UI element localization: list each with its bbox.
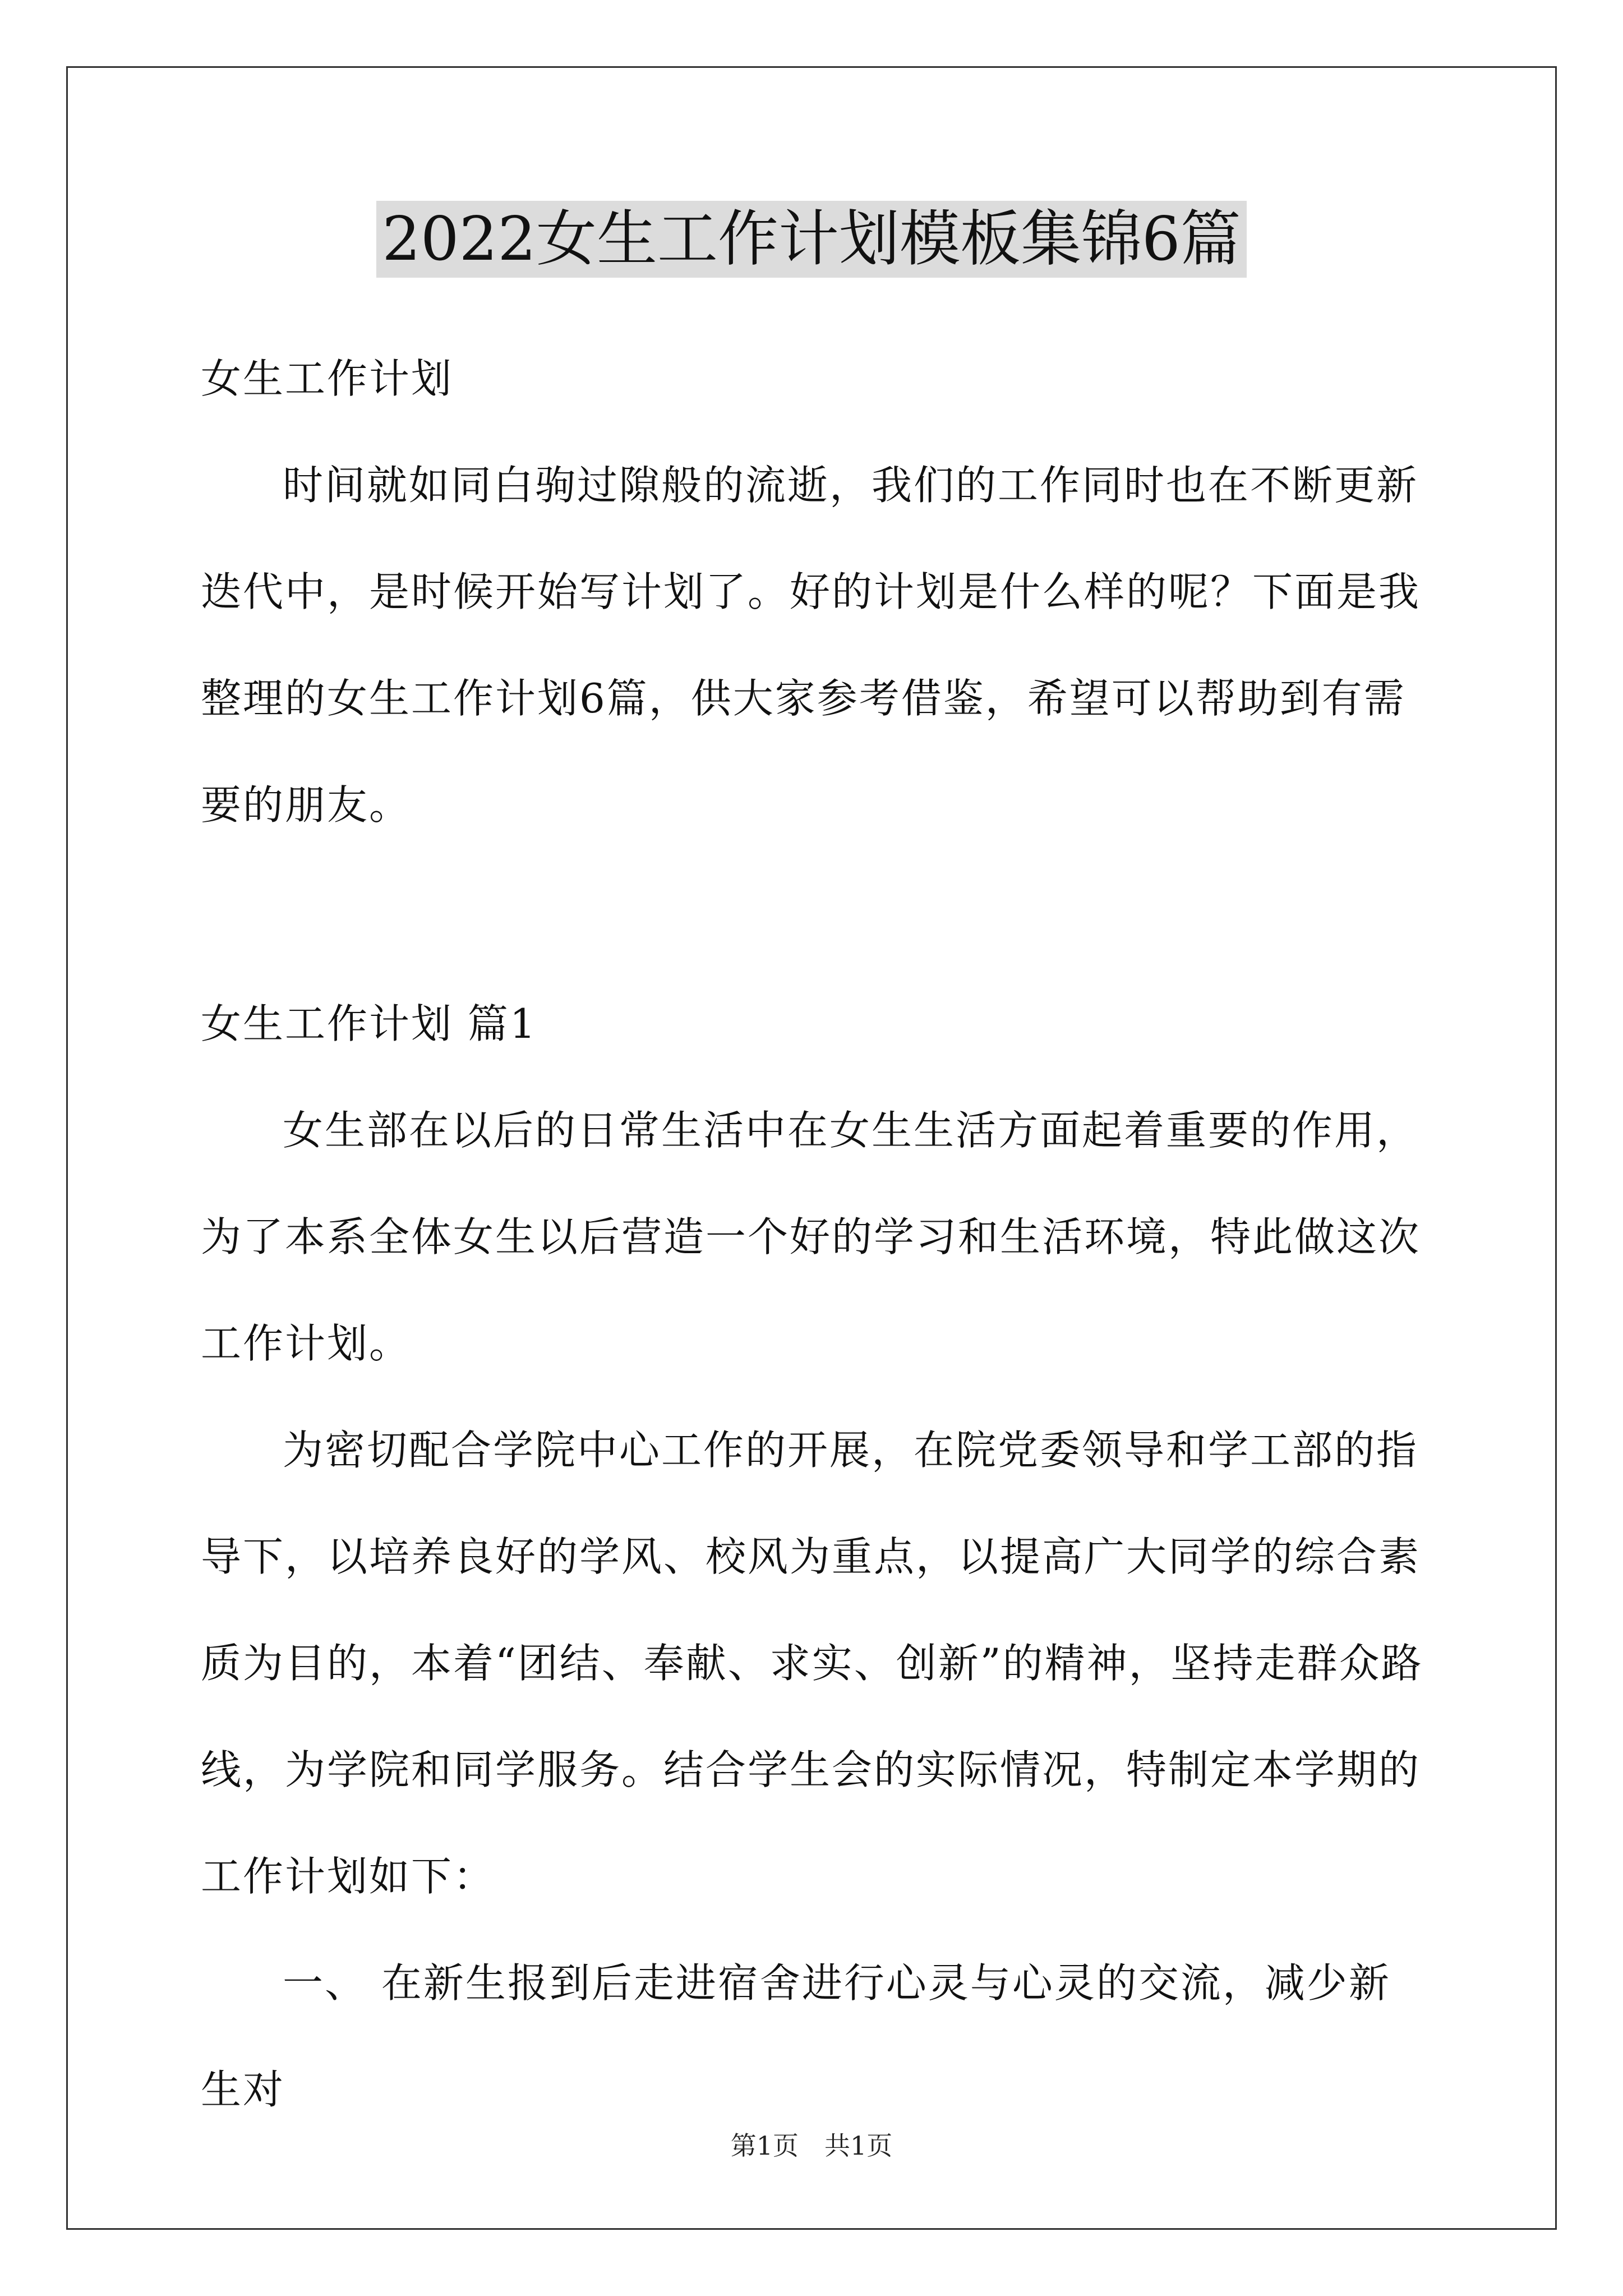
section-heading: 女生工作计划 篇1 (201, 1000, 537, 1047)
intro-heading: 女生工作计划 (201, 355, 454, 402)
list-item-paragraph: 一、 在新生报到后走进宿舍进行心灵与心灵的交流，减少新生对 (201, 1959, 1391, 2113)
body-paragraph: 为密切配合学院中心工作的开展，在院党委领导和学工部的指导下，以培养良好的学风、校风为重点，以提高广大同学的综合素质为目的，本着“团结、奉献、求实、创新”的精神，坚持走群众路线，为学院和同学服务。结合学生会的实际情况，特制定本学期的工作计划如下： (201, 1427, 1423, 1900)
body-paragraph: 女生部在以后的日常生活中在女生生活方面起着重要的作用，为了本系全体女生以后营造一个好的学习和生活环境，特此做这次工作计划。 (201, 1107, 1421, 1367)
document-title: 2022女生工作计划模板集锦6篇 (0, 197, 1623, 282)
page-footer: 第1页 共1页 (730, 2131, 893, 2161)
intro-paragraph: 时间就如同白驹过隙般的流逝，我们的工作同时也在不断更新迭代中，是时候开始写计划了。好的计划是什么样的呢？下面是我整理的女生工作计划6篇，供大家参考借鉴，希望可以帮助到有需要的朋友。 (201, 462, 1421, 829)
